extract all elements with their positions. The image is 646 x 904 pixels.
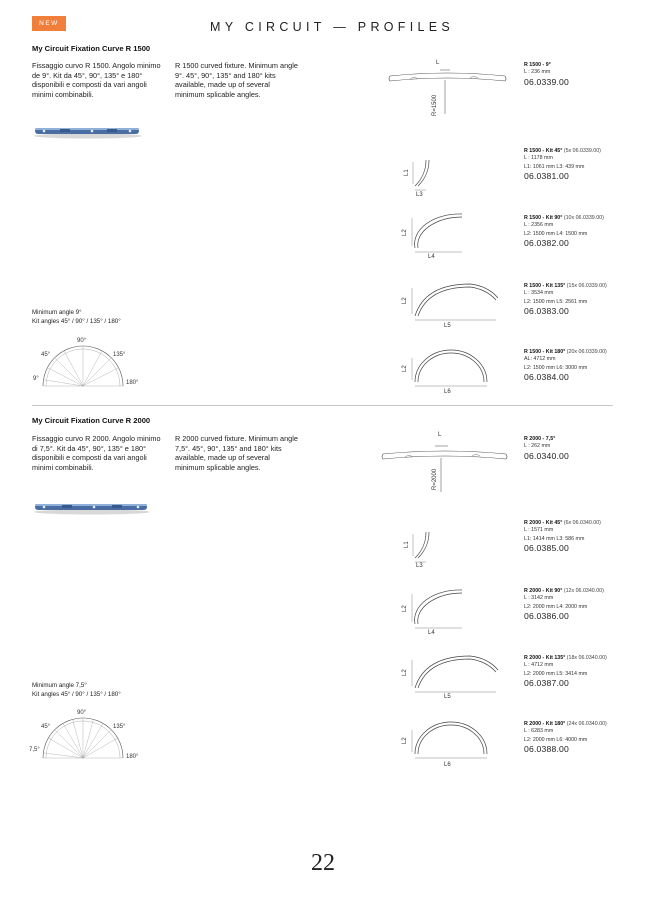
kit-angles-text-r2000: Kit angles 45° / 90° / 135° / 180° [32,691,121,698]
section-title-r2000: My Circuit Fixation Curve R 2000 [32,416,151,425]
kit-90-drawing-r2000 [400,584,510,632]
product-code: 06.0386.00 [524,611,570,622]
radius-label: R=1500 [432,94,438,116]
protractor-180-label: 180° [126,754,139,760]
page-number: 22 [311,850,335,876]
kit-135-drawing-r2000 [400,648,510,696]
spec-r2000-7-5: R 2000 - 7,5° L : 262 mm 06.0340.00 [524,436,644,462]
product-code: 06.0382.00 [524,238,570,249]
product-code: 06.0387.00 [524,678,570,689]
protractor-135-label: 135° [113,724,126,730]
kit-45-vertical-label: L1 [404,169,410,176]
protractor-90-label: 90° [77,710,87,716]
spec-r2000-kit135: R 2000 - Kit 135° (18x 06.0340.00) L : 4712 mm L2: 2000 mm L5: 3414 mm 06.0387.00 [524,655,644,689]
product-code: 06.0340.00 [524,450,570,461]
minimum-angle-text-r1500: Minimum angle 9° [32,309,82,316]
kit-45-vertical-label: L1 [404,541,410,548]
spec-r1500-kit180: R 1500 - Kit 180° (20x 06.0339.00) AL: 4712 mm L2: 1500 mm L6: 3000 mm 06.0384.00 [524,349,644,383]
kit-45-drawing-r1500 [400,150,510,198]
profile-drawing-r1500 [385,62,510,122]
kit-135-vertical-label: L2 [402,297,408,304]
spec-r1500-kit135: R 1500 - Kit 135° (15x 06.0339.00) L : 3534 mm L2: 1500 mm L5: 2561 mm 06.0383.00 [524,283,644,317]
kit-180-vertical-label: L2 [402,365,408,372]
description-english-r1500: R 1500 curved fixture. Minimum angle 9°. 45°, 90°, 135° and 180° kits available, made up of several minimum splicable angles. [175,61,298,99]
profile-product-image-r2000 [32,500,162,518]
kit-135-drawing-r1500 [400,276,510,324]
section-title-r1500: My Circuit Fixation Curve R 1500 [32,44,151,53]
kit-180-drawing-r1500 [400,344,510,392]
spec-r1500-kit45: R 1500 - Kit 45° (5x 06.0339.00) L : 1178 mm L1: 1061 mm L3: 439 mm 06.0381.00 [524,148,644,182]
product-code: 06.0388.00 [524,744,570,755]
description-italian-r2000: Fissaggio curvo R 2000. Angolo minimo di 7,5°. Kit da 45°, 90°, 135° e 180° disponibili e composti da vari angoli minimi combinabili. [32,434,161,472]
profile-drawing-r2000 [380,436,510,496]
product-code: 06.0381.00 [524,171,570,182]
kit-90-horizontal-label: L4 [428,254,435,260]
protractor-min-label: 7,5° [29,747,40,753]
kit-135-vertical-label: L2 [402,669,408,676]
description-italian-r1500: Fissaggio curvo R 1500. Angolo minimo de 9°. Kit da 45°, 90°, 135° e 180° disponibili e composti da vari angoli minimi combinabili. [32,61,161,99]
product-code: 06.0384.00 [524,372,570,383]
kit-90-drawing-r1500 [400,208,510,256]
kit-135-horizontal-label: L5 [444,323,451,329]
spec-r2000-kit45: R 2000 - Kit 45° (6x 06.0340.00) L : 1571 mm L1: 1414 mm L3: 586 mm 06.0385.00 [524,520,644,554]
spec-r1500-9: R 1500 - 9° L : 236 mm 06.0339.00 [524,62,644,88]
spec-r2000-kit180: R 2000 - Kit 180° (24x 06.0340.00) L : 6283 mm L2: 2000 mm L6: 4000 mm 06.0388.00 [524,721,644,755]
kit-90-vertical-label: L2 [402,229,408,236]
protractor-135-label: 135° [113,352,126,358]
protractor-90-label: 90° [77,338,87,344]
product-code: 06.0383.00 [524,306,570,317]
radius-label: R=2000 [432,468,438,490]
length-label: L [436,60,440,66]
kit-90-horizontal-label: L4 [428,630,435,636]
protractor-180-label: 180° [126,380,139,386]
kit-180-vertical-label: L2 [402,737,408,744]
kit-135-horizontal-label: L5 [444,694,451,700]
kit-angles-text-r1500: Kit angles 45° / 90° / 135° / 180° [32,318,121,325]
product-code: 06.0385.00 [524,543,570,554]
description-english-r2000: R 2000 curved fixture. Minimum angle 7,5°. 45°, 90°, 135° and 180° kits available, made up of several minimum splicable angles. [175,434,298,472]
section-divider [32,405,613,406]
new-badge: NEW [32,16,66,31]
length-label: L [438,432,442,438]
angle-protractor-r1500 [40,340,140,390]
profile-product-image-r1500 [32,124,162,142]
kit-180-horizontal-label: L6 [444,389,451,395]
page-title: MY CIRCUIT — PROFILES [210,20,455,34]
kit-180-horizontal-label: L6 [444,762,451,768]
product-code: 06.0339.00 [524,76,570,87]
kit-90-vertical-label: L2 [402,605,408,612]
protractor-45-label: 45° [41,724,51,730]
spec-r2000-kit90: R 2000 - Kit 90° (12x 06.0340.00) L : 3142 mm L2: 2000 mm L4: 2000 mm 06.0386.00 [524,588,644,622]
kit-45-horizontal-label: L3 [416,192,423,198]
protractor-min-label: 9° [33,376,39,382]
spec-r1500-kit90: R 1500 - Kit 90° (10x 06.0339.00) L : 2356 mm L2: 1500 mm L4: 1500 mm 06.0382.00 [524,215,644,249]
kit-180-drawing-r2000 [400,716,510,764]
kit-45-horizontal-label: L3 [416,563,423,569]
protractor-45-label: 45° [41,352,51,358]
angle-protractor-r2000 [40,712,140,762]
minimum-angle-text-r2000: Minimum angle 7,5° [32,682,87,689]
